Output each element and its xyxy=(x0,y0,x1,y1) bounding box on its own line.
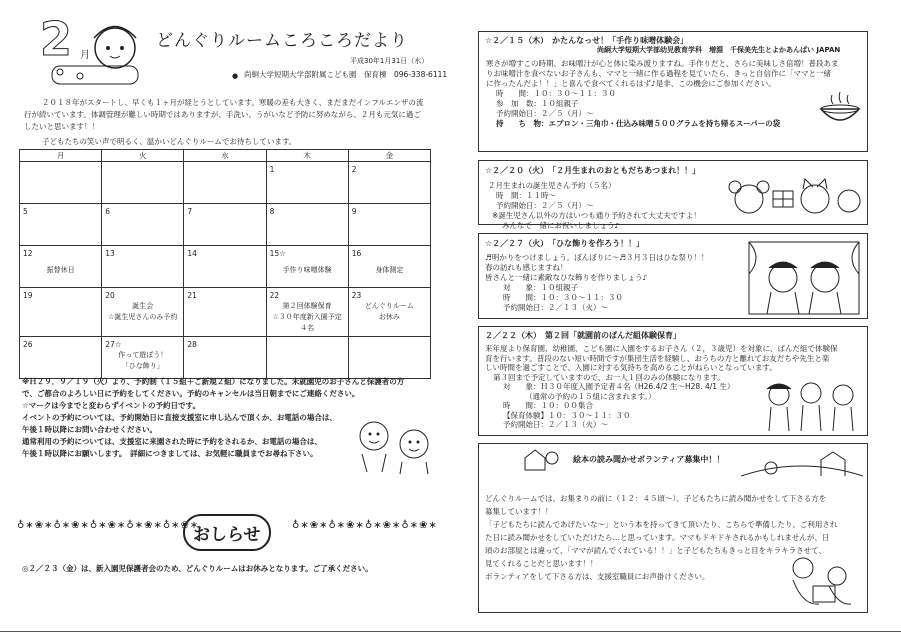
calendar-event: 身体測定 xyxy=(375,266,404,274)
calendar-week xyxy=(20,204,431,246)
calendar-header: 火 xyxy=(102,150,184,162)
calendar-week xyxy=(20,246,431,288)
calendar-event: 誕生会 xyxy=(132,302,154,310)
event-subtitle: 尚絅大学短期大学部幼児教育学科 増淵 千保美先生とよかあんばい JAPAN xyxy=(597,46,841,54)
calendar-cell xyxy=(20,288,102,337)
calendar-day: 19 xyxy=(23,291,33,300)
calendar-cell xyxy=(348,246,430,288)
event-trial-box: ２／２２（木） 第２回「就園前のぱんだ組体験保育」 来年度より保育園、幼稚園、こども園に入園をするお子さん（２，３歳児）を対象に、ぱんだ組で体験保 育を行います。普段のない短い時間ですが集団生活を経験し、おうちの方と離れてお友だちや先生と楽 しい時間を過ごすことで、入園に対する気持ちを高めることがねらいとなっています。 第３回まで予定していますので、お一人１回のみの体験になります。 対 象：Ｈ３０年度入園予定者４名（H26.4/2 生～H28. 4/1 生） （通常の予約の１５組に含まれます。） 時 間：１０：００集合 【保育体験】１０：３０～１１：３０ 予約開始日：２／１３（火）～ xyxy=(478,326,868,436)
calendar-cell xyxy=(102,162,184,204)
issue-date: 平成30年1月31日（水） xyxy=(350,57,429,65)
calendar-cell xyxy=(348,337,430,379)
children-group-icon xyxy=(761,379,865,435)
calendar-event: ☆３０年度新入園予定４名 xyxy=(272,313,342,332)
calendar-cell xyxy=(348,162,430,204)
event-title: 絵本の読み聞かせボランティア募集中！！ xyxy=(573,455,725,464)
calendar-cell xyxy=(348,288,430,337)
calendar-day: 7 xyxy=(187,207,193,216)
event-birthday-box: ☆２／２０（火） 「２月生まれのおともだちあつまれ！！」 ２月生まれの誕生児さん予約（５名） 時 間：１１時～ 予約開始日：２／５（月）～ ※誕生児さん以外の方はいつも通り予約されて大丈夫ですよ！ みんなで一緒にお祝いしましょう♪ xyxy=(478,160,868,225)
event-title: ☆２／２０（火） 「２月生まれのおともだちあつまれ！！」 xyxy=(485,166,701,175)
event-hina-box: ☆２／２７（火） 「ひな飾りを作ろう！！」 ♬明かりをつけましょう。ぼんぼりに～♬３月３日はひな祭り！！ 春の訪れも感じますね！ 皆さんと一緒に素敵なひな飾りを作りましょう♪ 対 象：１０組親子 時 間：１０：３０～１１：３０ 予約開始日：２／１３（火）～ xyxy=(478,233,868,319)
hina-dolls-icon xyxy=(743,238,865,318)
calendar-event: 振替休日 xyxy=(46,266,75,274)
oshirase-banner xyxy=(183,508,283,550)
oshirase-label: おしらせ xyxy=(183,514,271,551)
calendar xyxy=(19,149,431,379)
acorn-bullet-icon: ● xyxy=(232,72,239,80)
event-title: ☆２／１５（木） かたんなっせ！「手作り味噌体験会」 xyxy=(485,36,689,45)
calendar-cell xyxy=(266,246,348,288)
newsletter-title: どんぐりルームころころだより xyxy=(156,31,408,51)
month-number: 2 xyxy=(40,12,73,66)
calendar-day: 28 xyxy=(187,340,197,349)
calendar-day: 5 xyxy=(23,207,28,216)
calendar-cell xyxy=(184,204,266,246)
calendar-day: 8 xyxy=(269,207,275,216)
house-tree-icon xyxy=(519,446,559,476)
calendar-day: 23 xyxy=(351,291,362,300)
calendar-cell xyxy=(102,246,184,288)
calendar-cell xyxy=(20,204,102,246)
calendar-week xyxy=(20,288,431,337)
calendar-day: 20 xyxy=(105,291,115,300)
reading-family-icon xyxy=(779,554,865,610)
event-title: ２／２２（木） 第２回「就園前のぱんだ組体験保育」 xyxy=(485,331,681,340)
calendar-event: ☆誕生児さんのみ予約 xyxy=(108,313,178,321)
calendar-cell xyxy=(102,337,184,379)
village-icon xyxy=(741,446,863,480)
calendar-header: 金 xyxy=(348,150,430,162)
calendar-day: 1 xyxy=(269,165,275,174)
month-badge xyxy=(30,10,145,88)
calendar-cell xyxy=(184,246,266,288)
page-bottom-line xyxy=(0,631,901,632)
intro-text: ２０１８年がスタートし、早くも１ヶ月が経とうとしています。寒暖の差も大きく、まだまだインフルエンザの流 行が続いています。体調管理が難しい時期ではありますが、手洗い、うがいなど予防に努めながら、２月も元気に過ご したいと思います！！ xyxy=(24,98,424,131)
calendar-event: 作って遊ぼう！ xyxy=(118,351,168,359)
calendar-header: 水 xyxy=(184,150,266,162)
calendar-day: 21 xyxy=(187,291,197,300)
calendar-day: 14 xyxy=(187,249,197,258)
calendar-header: 月 xyxy=(20,150,102,162)
calendar-cell xyxy=(266,337,348,379)
calendar-cell xyxy=(102,288,184,337)
calendar-day: 16 xyxy=(351,249,362,258)
event-miso-box: ☆２／１５（木） かたんなっせ！「手作り味噌体験会」 尚絅大学短期大学部幼児教育学科 増淵 千保美先生とよかあんばい JAPAN 寒さが増すこの時期、お味噌汁が心と体に染み渡りますね。手作りだと、さらに美味しさ倍増！普段あま りお味噌汁を食べないお子さんも、ママと一緒に作る過程を見ていたら、きっと自信作に「ママと一緒 に作ったんだよ！！」と喜んで食べてくれるはず♪是非、この機会にご参加ください。 時 間：１０：３０～１１：３０ 参 加 数：１０組親子 予約開始日：２／５（月）～ 持 ち 物：エプロン・三角巾・仕込み味噌５００グラムを持ち帰るスーパーの袋 xyxy=(478,31,868,152)
miso-bowl-icon xyxy=(817,87,863,133)
calendar-cell xyxy=(20,162,102,204)
calendar-event: どんぐりルーム xyxy=(364,302,414,310)
closure-note: ◎２／２３（金）は、新入園児保護者会のため、どんぐりルームはお休みとなります。ご了承ください。 xyxy=(22,564,373,573)
ornament-border-left: ♁∗❀∗♁∗❀∗♁∗❀∗♁∗❀∗♁∗❀∗ xyxy=(17,520,200,531)
invite-text: 子どもたちの笑い声で明るく、温かいどんぐりルームでお待ちしています。 xyxy=(42,137,297,146)
calendar-event: お休み xyxy=(378,313,400,321)
calendar-event: 「ひな飾り」 xyxy=(121,362,164,370)
notes: ※Ｈ２９．９／１９（火）より、予約制（１５組＋ご新規２組）になりました。未就園児のお子さんと保護者の方 で、ご都合のよろしい日に予約をしてください。予約のキャンセルは当日朝までにご連絡ください。 ☆マークは今までと変わらずイベントの予約日です。 イベントの予約については、予約開始日に直接支援室に申し込んで頂くか、お電話の場合は、 午後１時以降にお問い合わせください。 通常利用の予約については、支援室に来園された時に予約をされるか、お電話の場合は、 午後１時以降にお願いします。 詳細につきましては、お気軽に職員までお尋ね下さい。 xyxy=(22,377,405,458)
event-title: ☆２／２７（火） 「ひな飾りを作ろう！！」 xyxy=(485,239,645,248)
calendar-event: 第２回体験保育 xyxy=(282,302,332,310)
month-unit: 月 xyxy=(80,50,90,61)
calendar-cell xyxy=(348,204,430,246)
calendar-week xyxy=(20,337,431,379)
calendar-cell xyxy=(184,288,266,337)
calendar-cell xyxy=(184,162,266,204)
calendar-week xyxy=(20,162,431,204)
calendar-day: 26 xyxy=(23,340,33,349)
calendar-cell xyxy=(102,204,184,246)
calendar-cell xyxy=(266,162,348,204)
ornament-border-right: ♁∗❀∗♁∗❀∗♁∗❀∗♁∗❀∗ xyxy=(292,520,438,531)
calendar-cell xyxy=(184,337,266,379)
organization: 尚絅大学短期大学部附属こども園 保育棟 096-338-6111 xyxy=(244,70,448,79)
calendar-day: 15☆ xyxy=(269,249,286,258)
calendar-day: 27☆ xyxy=(105,340,122,349)
calendar-day: 12 xyxy=(23,249,33,258)
calendar-day: 13 xyxy=(105,249,115,258)
calendar-cell xyxy=(20,246,102,288)
calendar-day: 9 xyxy=(351,207,357,216)
calendar-cell xyxy=(266,204,348,246)
calendar-cell xyxy=(266,288,348,337)
calendar-cell xyxy=(20,337,102,379)
calendar-event: 手作り味噌体験 xyxy=(282,266,332,274)
calendar-day: 6 xyxy=(105,207,110,216)
animals-party-icon xyxy=(725,165,865,221)
kids-illustration xyxy=(352,414,440,476)
calendar-day: 22 xyxy=(269,291,280,300)
calendar-header: 木 xyxy=(266,150,348,162)
calendar-day: 2 xyxy=(351,165,357,174)
event-volunteer-box: 絵本の読み聞かせボランティア募集中！！ どんぐりルームでは、お集まりの前に（１２：４５頃～）、子どもたちに読み聞かせをして下さる方を 募集しています！！ 「子どもたちに読んであげたいな～」という本を持ってきて頂いたり、こちらで準備したり、ご利用され た日に読み聞かせをしていただけたら…と思っています。ママもドキドキされるかもしれませんが、日 頃のお部屋とは違って、「ママが読んでくれている！！」と子どもたちもきっと目をキラキラさせて、 見てくれることだと思います！！ ボランティアをして下さる方は、支援室職員にお声掛けください。 xyxy=(478,443,868,613)
